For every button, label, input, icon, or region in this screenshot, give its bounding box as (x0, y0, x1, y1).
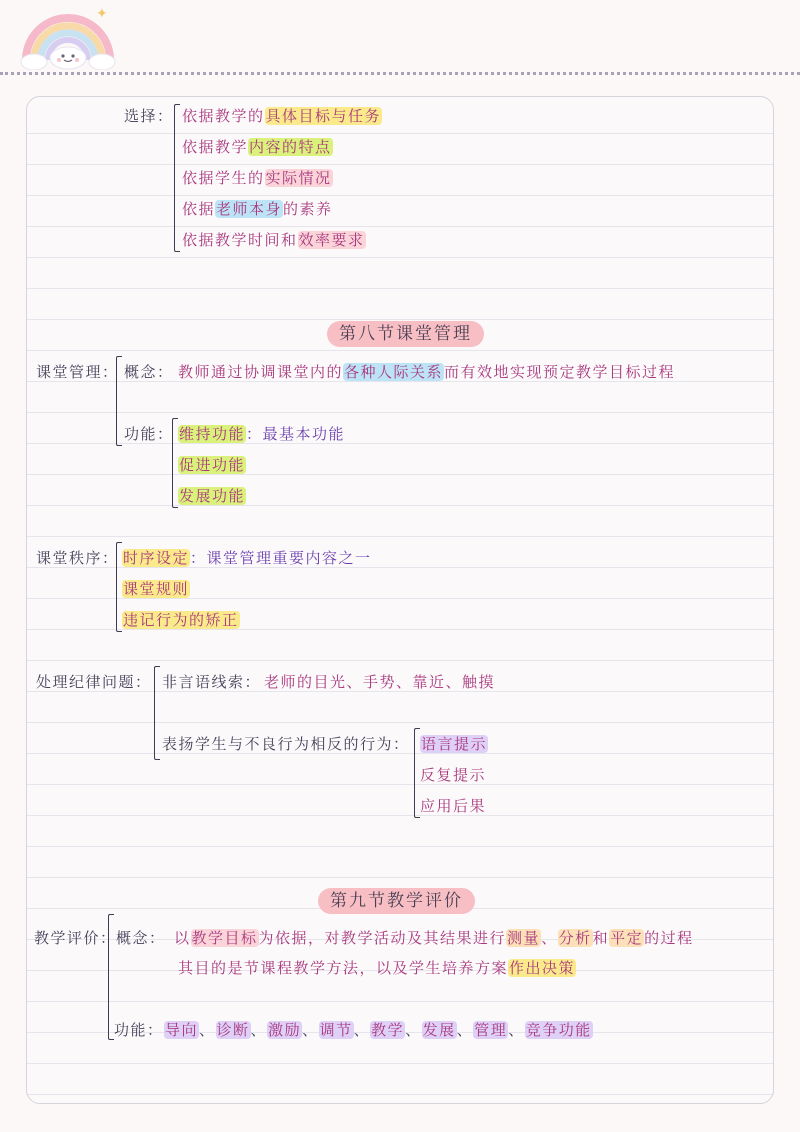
separator: 、 (405, 1021, 422, 1039)
concept-text: 教师通过协调课堂内的各种人际关系而有效地实现预定教学目标过程 (178, 363, 676, 381)
eval-concept-text (174, 928, 694, 948)
select-item: 依据教学的具体目标与任务 (182, 107, 382, 125)
select-item: 依据老师本身的素养 (182, 200, 333, 218)
eval-function-item: 管理 (474, 1021, 508, 1039)
bracket (174, 104, 180, 252)
separator: 、 (508, 1021, 525, 1039)
concept-label: 概念： (124, 363, 174, 381)
eval-function-item: 激励 (268, 1021, 302, 1039)
function-item: 促进功能 (179, 456, 246, 474)
function-label: 功能： (124, 425, 174, 443)
concept-fragment: 平定 (610, 929, 644, 947)
concept-fragment: 以 (174, 929, 191, 947)
function-item: 发展功能 (179, 487, 246, 505)
separator: 、 (353, 1021, 371, 1039)
concept-fragment: 为依据，对教学活动及其结果进行 (258, 929, 507, 947)
concept-fragment: 的过程 (644, 929, 694, 947)
eval-concept-label: 概念： (116, 929, 166, 947)
nonverbal-label: 非言语线索： (162, 673, 262, 691)
discipline-label: 处理纪律问题： (36, 673, 152, 691)
separator: 、 (250, 1021, 268, 1039)
teaching-evaluation-label: 教学评价： (34, 929, 117, 947)
concept-fragment: 、 (541, 929, 558, 947)
function-item: 维持功能：最基本功能 (179, 425, 346, 443)
praise-item: 应用后果 (420, 797, 487, 815)
praise-item: 反复提示 (420, 766, 487, 784)
eval-purpose-text: 其目的是节课程教学方法，以及学生培养方案作出决策 (178, 959, 576, 977)
order-item: 课堂规则 (123, 580, 190, 598)
eval-function-item: 教学 (371, 1021, 405, 1039)
page-header (0, 0, 800, 80)
eval-function-item: 调节 (319, 1021, 353, 1039)
eval-function-list (164, 1020, 593, 1040)
classroom-order-label: 课堂秩序： (36, 549, 119, 567)
eval-function-item: 导向 (165, 1021, 199, 1039)
eval-function-item: 竞争功能 (525, 1021, 592, 1039)
separator: 、 (199, 1021, 216, 1039)
concept-fragment: 教学目标 (191, 929, 258, 947)
select-item: 依据教学时间和效率要求 (182, 231, 365, 249)
section-8-heading: 第八节课堂管理 (327, 321, 484, 347)
eval-function-item: 诊断 (216, 1021, 250, 1039)
nonverbal-text: 老师的目光、手势、靠近、触摸 (264, 673, 496, 691)
bracket (154, 666, 160, 760)
concept-fragment: 测量 (507, 929, 541, 947)
order-item: 违记行为的矫正 (123, 611, 239, 629)
section-9-heading: 第九节教学评价 (318, 888, 475, 914)
eval-function-item: 发展 (422, 1021, 456, 1039)
separator: 、 (302, 1021, 319, 1039)
order-item: 时序设定：课堂管理重要内容之一 (123, 549, 372, 567)
concept-fragment: 和 (592, 929, 610, 947)
dotted-divider (0, 72, 800, 75)
concept-fragment: 分析 (558, 929, 592, 947)
bracket (116, 356, 122, 446)
select-item: 依据学生的实际情况 (182, 169, 332, 187)
praise-item: 语言提示 (421, 735, 488, 753)
select-item: 依据教学内容的特点 (182, 138, 332, 156)
classroom-management-label: 课堂管理： (36, 363, 119, 381)
separator: 、 (456, 1021, 474, 1039)
select-label: 选择： (124, 107, 174, 125)
notebook-paper (26, 96, 774, 1104)
praise-label: 表扬学生与不良行为相反的行为： (162, 735, 410, 753)
sparkle-icon: ✦ (96, 6, 108, 22)
eval-function-label: 功能： (114, 1021, 164, 1039)
